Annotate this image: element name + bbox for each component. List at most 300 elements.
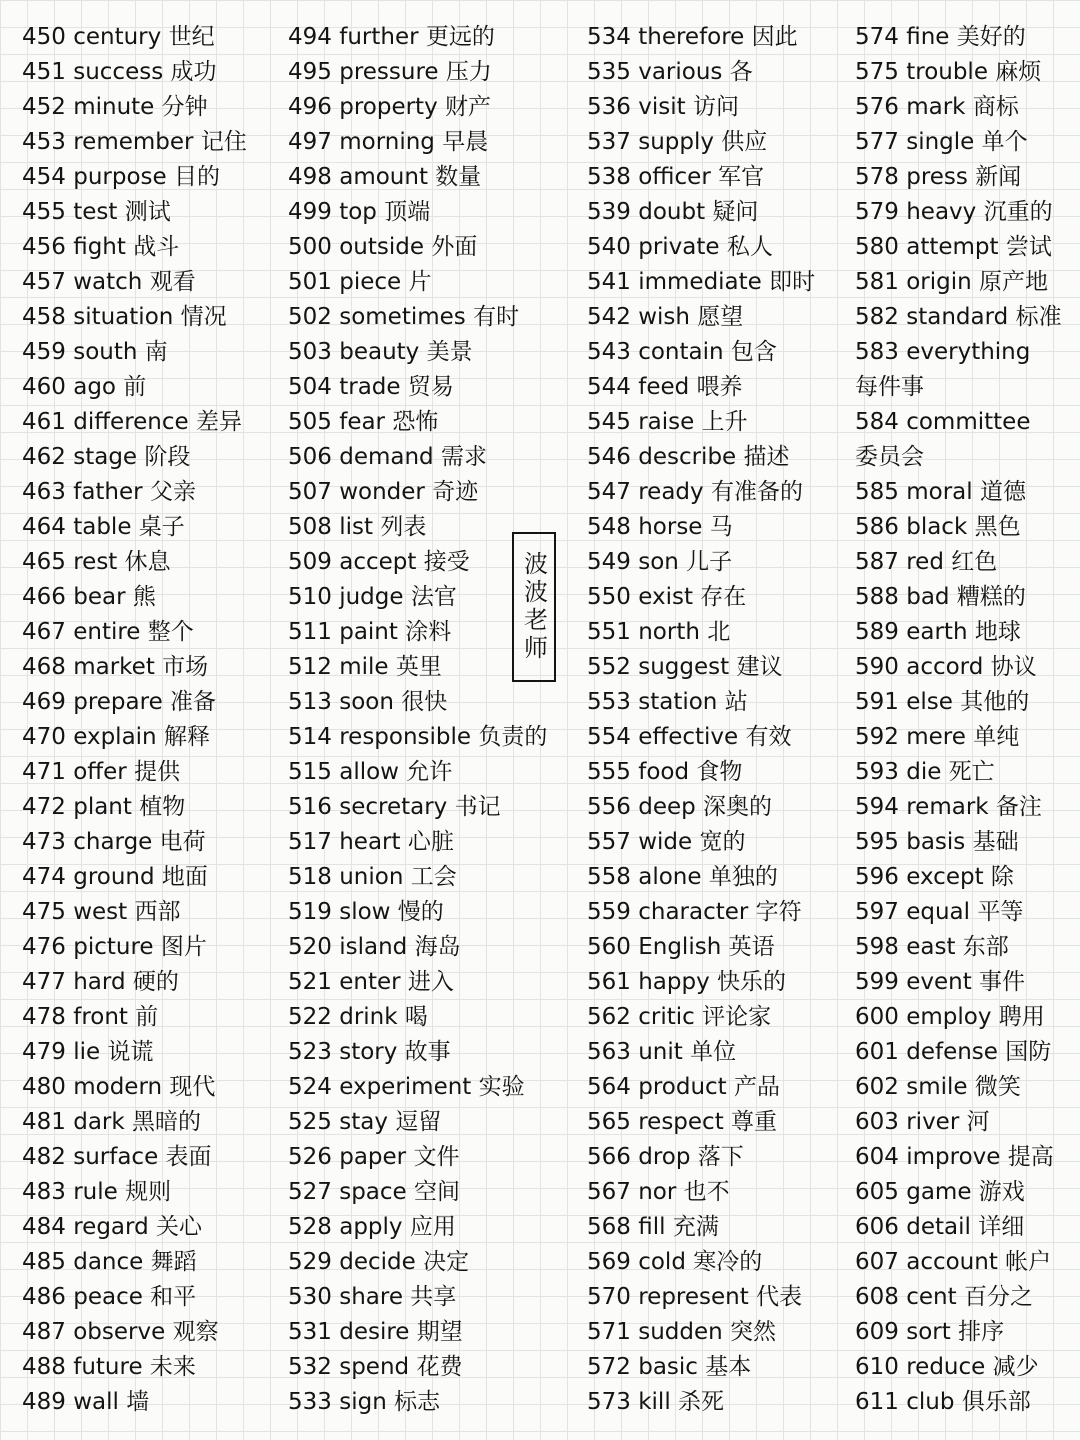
entry-word: dark	[73, 1109, 125, 1135]
entry-word: basic	[638, 1354, 698, 1380]
vocab-entry	[587, 1280, 815, 1315]
vocab-entry	[288, 860, 547, 895]
entry-meaning: 死亡	[948, 759, 995, 785]
entry-meaning: 外面	[431, 234, 478, 260]
entry-meaning: 记住	[200, 129, 247, 155]
entry-meaning: 规则	[125, 1179, 172, 1205]
entry-meaning: 空间	[414, 1179, 461, 1205]
entry-meaning: 贸易	[407, 374, 454, 400]
entry-word: beauty	[339, 339, 420, 365]
entry-number: 474	[22, 864, 66, 890]
entry-word: basis	[906, 829, 966, 855]
vocab-entry	[855, 720, 1062, 755]
vocab-entry	[22, 335, 247, 370]
entry-number: 542	[587, 304, 631, 330]
entry-word: story	[339, 1039, 398, 1065]
entry-number: 500	[288, 234, 332, 260]
vocab-entry	[22, 1280, 247, 1315]
entry-number: 590	[855, 654, 899, 680]
entry-number: 505	[288, 409, 332, 435]
entry-word: visit	[638, 94, 686, 120]
entry-meaning: 花费	[416, 1354, 463, 1380]
vocab-entry	[288, 440, 547, 475]
entry-word: rule	[73, 1179, 118, 1205]
entry-meaning: 市场	[162, 654, 209, 680]
entry-number: 560	[587, 934, 631, 960]
entry-word: remember	[73, 129, 194, 155]
vocab-entry	[288, 230, 547, 265]
vocab-entry	[587, 860, 815, 895]
entry-word: critic	[638, 1004, 695, 1030]
entry-number: 529	[288, 1249, 332, 1275]
vocab-entry	[855, 55, 1062, 90]
entry-number: 540	[587, 234, 631, 260]
entry-number: 481	[22, 1109, 66, 1135]
entry-word: station	[638, 689, 718, 715]
entry-word: contain	[638, 339, 724, 365]
entry-number: 455	[22, 199, 66, 225]
vocab-entry	[288, 1035, 547, 1070]
entry-word: bear	[73, 584, 126, 610]
entry-word: sometimes	[339, 304, 466, 330]
entry-word: market	[73, 654, 155, 680]
entry-number: 583	[855, 339, 899, 365]
entry-word: red	[906, 549, 944, 575]
entry-number: 469	[22, 689, 66, 715]
entry-number: 501	[288, 269, 332, 295]
vocab-entry	[587, 20, 815, 55]
entry-meaning: 即时	[769, 269, 816, 295]
entry-number: 566	[587, 1144, 631, 1170]
entry-number: 515	[288, 759, 332, 785]
entry-word: outside	[339, 234, 425, 260]
vocab-entry	[587, 1350, 815, 1385]
entry-meaning: 喂养	[696, 374, 743, 400]
vocab-entry	[288, 160, 547, 195]
entry-number: 593	[855, 759, 899, 785]
entry-meaning: 允许	[406, 759, 453, 785]
vocab-entry	[288, 825, 547, 860]
vocab-entry	[288, 1140, 547, 1175]
entry-meaning: 聘用	[998, 1004, 1045, 1030]
vocab-entry	[855, 195, 1062, 230]
entry-number: 528	[288, 1214, 332, 1240]
entry-word: club	[906, 1389, 955, 1415]
entry-word: sort	[906, 1319, 951, 1345]
entry-meaning: 因此	[751, 24, 798, 50]
vocab-entry	[855, 580, 1062, 615]
vocab-entry	[22, 1105, 247, 1140]
entry-meaning: 落下	[697, 1144, 744, 1170]
entry-number: 471	[22, 759, 66, 785]
entry-number: 468	[22, 654, 66, 680]
entry-number: 565	[587, 1109, 631, 1135]
entry-meaning: 包含	[730, 339, 777, 365]
entry-meaning: 东部	[962, 934, 1009, 960]
entry-meaning: 单独的	[708, 864, 778, 890]
entry-number: 524	[288, 1074, 332, 1100]
entry-word: fight	[73, 234, 126, 260]
entry-meaning: 新闻	[975, 164, 1022, 190]
entry-meaning: 存在	[700, 584, 747, 610]
vocab-entry	[288, 545, 547, 580]
entry-word: horse	[638, 514, 703, 540]
entry-meaning: 代表	[756, 1284, 803, 1310]
entry-word: food	[638, 759, 690, 785]
entry-number: 605	[855, 1179, 899, 1205]
entry-meaning: 麻烦	[995, 59, 1042, 85]
vocab-entry	[587, 440, 815, 475]
entry-word: prepare	[73, 689, 163, 715]
entry-word: minute	[73, 94, 155, 120]
entry-number: 522	[288, 1004, 332, 1030]
entry-number: 456	[22, 234, 66, 260]
entry-number: 544	[587, 374, 631, 400]
entry-meaning: 产品	[734, 1074, 780, 1100]
entry-number: 458	[22, 304, 66, 330]
entry-word: bad	[906, 584, 950, 610]
entry-meaning: 美景	[426, 339, 473, 365]
entry-meaning: 基础	[972, 829, 1019, 855]
entry-meaning: 舞蹈	[150, 1249, 197, 1275]
vocab-entry	[587, 720, 815, 755]
entry-meaning: 尊重	[731, 1109, 778, 1135]
vocab-entry	[855, 545, 1062, 580]
vocab-entry	[22, 1070, 247, 1105]
entry-meaning: 私人	[726, 234, 773, 260]
entry-word: accord	[906, 654, 984, 680]
vocab-entry	[288, 125, 547, 160]
entry-word: south	[73, 339, 138, 365]
entry-number: 521	[288, 969, 332, 995]
entry-number: 494	[288, 24, 332, 50]
entry-number: 470	[22, 724, 66, 750]
entry-meaning: 逗留	[395, 1109, 442, 1135]
vocab-entry	[288, 1070, 547, 1105]
entry-meaning: 国防	[1005, 1039, 1052, 1065]
entry-meaning: 进入	[407, 969, 454, 995]
entry-word: everything	[906, 339, 1031, 365]
vocab-entry	[587, 1315, 815, 1350]
entry-meaning: 建议	[736, 654, 783, 680]
entry-word: fear	[339, 409, 386, 435]
entry-word: heart	[339, 829, 401, 855]
entry-word: responsible	[339, 724, 472, 750]
vocab-entry	[288, 475, 547, 510]
vocab-entry	[288, 790, 547, 825]
entry-word: soon	[339, 689, 394, 715]
vocab-entry	[288, 650, 547, 685]
entry-meaning: 地球	[974, 619, 1021, 645]
entry-meaning: 疑问	[712, 199, 759, 225]
entry-word: therefore	[638, 24, 745, 50]
vocab-column-1	[22, 20, 247, 1420]
vocab-entry	[855, 895, 1062, 930]
entry-meaning: 接受	[423, 549, 470, 575]
entry-number: 479	[22, 1039, 66, 1065]
vocab-entry	[22, 685, 247, 720]
entry-word: island	[339, 934, 408, 960]
entry-number: 487	[22, 1319, 66, 1345]
entry-word: equal	[906, 899, 971, 925]
entry-meaning: 更远的	[425, 24, 495, 50]
vocab-entry	[288, 90, 547, 125]
vocab-entry	[22, 1210, 247, 1245]
entry-word: doubt	[638, 199, 706, 225]
entry-meaning: 尝试	[1005, 234, 1052, 260]
entry-word: wish	[638, 304, 690, 330]
entry-meaning: 桌子	[138, 514, 185, 540]
entry-word: explain	[73, 724, 157, 750]
entry-number: 502	[288, 304, 332, 330]
entry-number: 525	[288, 1109, 332, 1135]
entry-word: describe	[638, 444, 737, 470]
entry-meaning: 硬的	[132, 969, 179, 995]
entry-word: suggest	[638, 654, 730, 680]
entry-meaning: 关心	[155, 1214, 202, 1240]
entry-meaning: 和平	[150, 1284, 197, 1310]
entry-word: situation	[73, 304, 174, 330]
entry-number: 511	[288, 619, 332, 645]
vocab-entry	[288, 580, 547, 615]
entry-meaning: 商标	[972, 94, 1019, 120]
entry-number: 599	[855, 969, 899, 995]
entry-meaning: 南	[144, 339, 168, 365]
entry-meaning: 提高	[1007, 1144, 1054, 1170]
entry-word: heavy	[906, 199, 977, 225]
entry-number: 601	[855, 1039, 899, 1065]
entry-meaning: 数量	[435, 164, 482, 190]
entry-meaning: 快乐的	[717, 969, 787, 995]
entry-word: fill	[638, 1214, 666, 1240]
entry-meaning: 英里	[395, 654, 442, 680]
entry-number: 609	[855, 1319, 899, 1345]
entry-word: secretary	[339, 794, 448, 820]
entry-meaning: 黑暗的	[132, 1109, 202, 1135]
entry-word: attempt	[906, 234, 999, 260]
entry-word: happy	[638, 969, 710, 995]
entry-meaning: 黑色	[974, 514, 1021, 540]
entry-word: alone	[638, 864, 702, 890]
entry-meaning: 片	[408, 269, 432, 295]
entry-meaning: 各	[729, 59, 753, 85]
entry-number: 526	[288, 1144, 332, 1170]
vocab-column-2	[288, 20, 547, 1420]
vocab-entry	[587, 1175, 815, 1210]
vocab-entry	[22, 20, 247, 55]
entry-word: stage	[73, 444, 138, 470]
entry-word: event	[906, 969, 972, 995]
entry-meaning: 心脏	[407, 829, 454, 855]
entry-meaning: 休息	[124, 549, 171, 575]
vocab-entry	[587, 475, 815, 510]
entry-word: nor	[638, 1179, 677, 1205]
entry-number: 606	[855, 1214, 899, 1240]
entry-number: 564	[587, 1074, 631, 1100]
entry-number: 557	[587, 829, 631, 855]
vocab-entry	[22, 265, 247, 300]
vocab-entry	[587, 405, 815, 440]
vocab-entry	[587, 825, 815, 860]
entry-number: 507	[288, 479, 332, 505]
entry-number: 547	[587, 479, 631, 505]
entry-number: 465	[22, 549, 66, 575]
entry-meaning: 站	[724, 689, 748, 715]
entry-meaning: 单个	[981, 129, 1028, 155]
entry-meaning: 访问	[692, 94, 739, 120]
entry-meaning: 列表	[380, 514, 427, 540]
vocab-entry	[288, 1280, 547, 1315]
entry-word: experiment	[339, 1074, 472, 1100]
entry-meaning: 法官	[410, 584, 457, 610]
entry-number: 527	[288, 1179, 332, 1205]
vocab-entry	[855, 1175, 1062, 1210]
entry-word: dance	[73, 1249, 144, 1275]
entry-number: 452	[22, 94, 66, 120]
entry-meaning: 海岛	[414, 934, 461, 960]
entry-number: 567	[587, 1179, 631, 1205]
entry-meaning: 有效	[745, 724, 792, 750]
entry-number: 537	[587, 129, 631, 155]
entry-number: 550	[587, 584, 631, 610]
entry-meaning: 喝	[404, 1004, 428, 1030]
entry-meaning: 书记	[454, 794, 501, 820]
entry-number: 582	[855, 304, 899, 330]
vocab-entry	[855, 825, 1062, 860]
entry-word: front	[73, 1004, 128, 1030]
vocab-entry	[22, 370, 247, 405]
entry-number: 563	[587, 1039, 631, 1065]
vocab-entry	[855, 1070, 1062, 1105]
vocab-entry	[22, 440, 247, 475]
vocab-entry	[587, 335, 815, 370]
vocab-entry	[288, 335, 547, 370]
entry-word: enter	[339, 969, 401, 995]
vocab-entry	[855, 230, 1062, 265]
entry-number: 594	[855, 794, 899, 820]
entry-number: 489	[22, 1389, 66, 1415]
entry-word: list	[339, 514, 373, 540]
vocab-entry	[288, 1000, 547, 1035]
entry-meaning: 整个	[147, 619, 194, 645]
entry-number: 597	[855, 899, 899, 925]
entry-number: 464	[22, 514, 66, 540]
vocab-entry	[22, 405, 247, 440]
entry-word: slow	[339, 899, 391, 925]
entry-meaning: 宽的	[699, 829, 746, 855]
entry-number: 595	[855, 829, 899, 855]
entry-word: ready	[638, 479, 704, 505]
vocab-entry	[587, 895, 815, 930]
entry-meaning: 电荷	[159, 829, 206, 855]
vocab-entry	[855, 1210, 1062, 1245]
entry-word: century	[73, 24, 162, 50]
entry-number: 553	[587, 689, 631, 715]
vocab-entry	[587, 510, 815, 545]
entry-meaning: 俱乐部	[961, 1389, 1031, 1415]
entry-number: 516	[288, 794, 332, 820]
entry-meaning: 上升	[701, 409, 748, 435]
entry-number: 467	[22, 619, 66, 645]
entry-number: 512	[288, 654, 332, 680]
entry-number: 555	[587, 759, 631, 785]
vocab-entry	[22, 1245, 247, 1280]
entry-number: 598	[855, 934, 899, 960]
entry-word: pressure	[339, 59, 439, 85]
entry-word: wide	[638, 829, 693, 855]
entry-number: 586	[855, 514, 899, 540]
entry-meaning: 解释	[163, 724, 210, 750]
entry-word: represent	[638, 1284, 749, 1310]
entry-word: smile	[906, 1074, 968, 1100]
vocab-entry	[855, 965, 1062, 1000]
entry-number: 475	[22, 899, 66, 925]
entry-word: west	[73, 899, 128, 925]
entry-number: 596	[855, 864, 899, 890]
entry-meaning: 也不	[683, 1179, 730, 1205]
entry-number: 462	[22, 444, 66, 470]
entry-meaning: 协议	[990, 654, 1037, 680]
entry-meaning: 前	[135, 1004, 159, 1030]
entry-meaning: 排序	[958, 1319, 1005, 1345]
entry-number: 477	[22, 969, 66, 995]
vocab-entry	[288, 1385, 547, 1420]
entry-number: 520	[288, 934, 332, 960]
entry-number: 591	[855, 689, 899, 715]
vocab-entry	[855, 1035, 1062, 1070]
entry-meaning: 基本	[705, 1354, 752, 1380]
vocab-entry	[22, 825, 247, 860]
entry-number: 485	[22, 1249, 66, 1275]
entry-number: 484	[22, 1214, 66, 1240]
entry-number: 549	[587, 549, 631, 575]
entry-number: 579	[855, 199, 899, 225]
entry-word: drop	[638, 1144, 691, 1170]
vocab-entry	[22, 615, 247, 650]
vocab-entry	[587, 580, 815, 615]
entry-meaning: 阶段	[144, 444, 191, 470]
entry-number: 611	[855, 1389, 899, 1415]
entry-meaning: 奇迹	[432, 479, 479, 505]
entry-word: respect	[638, 1109, 724, 1135]
vocab-entry	[855, 1245, 1062, 1280]
vocab-entry	[22, 720, 247, 755]
vocab-entry	[855, 1280, 1062, 1315]
entry-meaning: 微笑	[974, 1074, 1021, 1100]
vocab-entry	[855, 440, 1062, 475]
entry-meaning: 应用	[409, 1214, 456, 1240]
entry-meaning: 除	[990, 864, 1014, 890]
entry-word: father	[73, 479, 143, 505]
vocab-entry	[587, 1245, 815, 1280]
entry-number: 538	[587, 164, 631, 190]
vocab-entry	[855, 615, 1062, 650]
vocab-entry	[22, 125, 247, 160]
entry-number: 480	[22, 1074, 66, 1100]
entry-word: earth	[906, 619, 968, 645]
entry-number: 453	[22, 129, 66, 155]
entry-number: 587	[855, 549, 899, 575]
vocab-entry	[587, 160, 815, 195]
entry-word: difference	[73, 409, 189, 435]
entry-meaning: 恐怖	[392, 409, 439, 435]
entry-word: standard	[906, 304, 1009, 330]
vocab-entry	[288, 265, 547, 300]
entry-meaning: 单纯	[973, 724, 1020, 750]
vocab-entry	[288, 510, 547, 545]
entry-meaning: 故事	[404, 1039, 451, 1065]
entry-word: various	[638, 59, 723, 85]
